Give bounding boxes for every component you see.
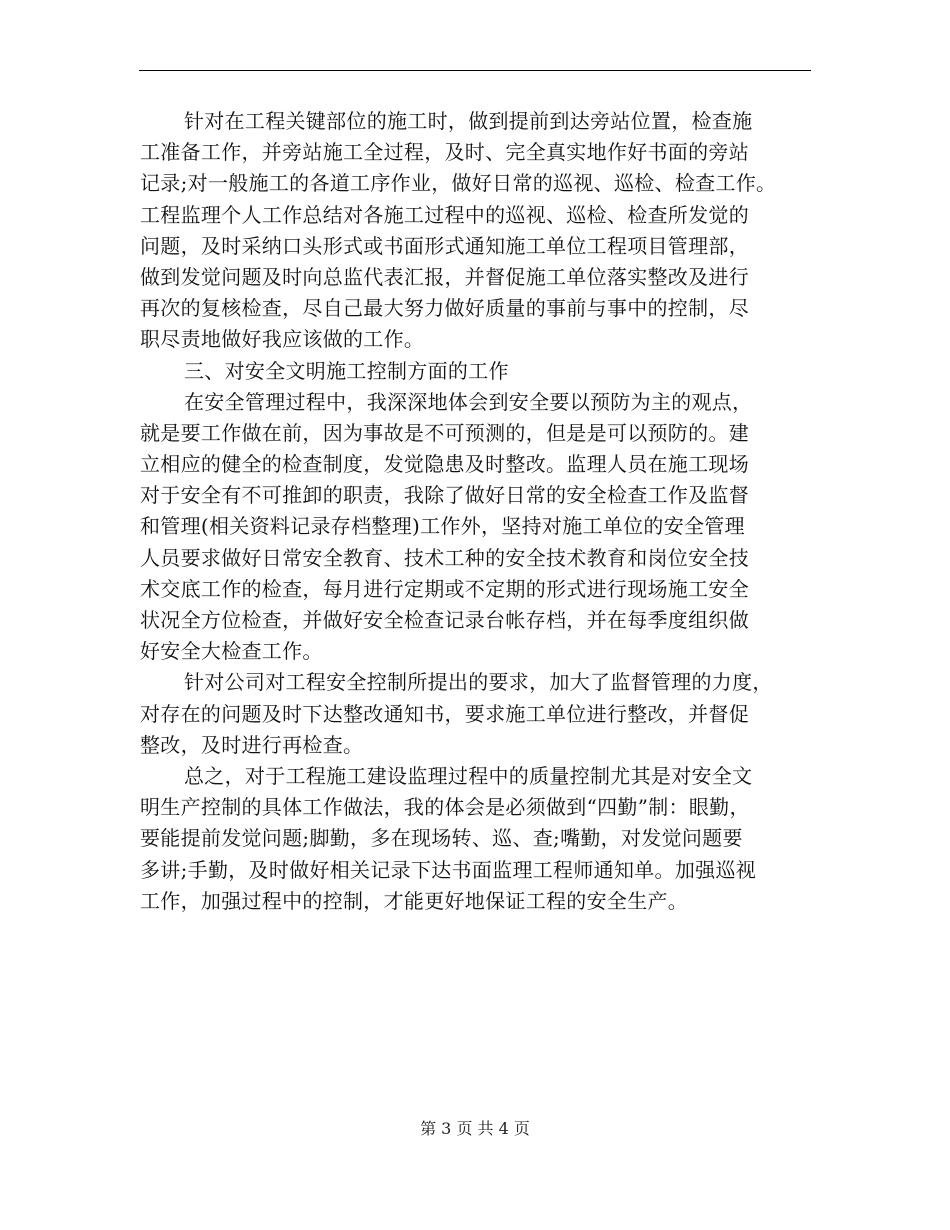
text-line: 三、对安全文明施工控制方面的工作 (184, 358, 509, 383)
text-line: 工程监理个人工作总结对各施工过程中的巡视、巡检、检查所发觉的 (140, 202, 749, 227)
header-rule (139, 70, 811, 71)
text-line: 明生产控制的具体工作做法，我的体会是必须做到“四勤”制：眼勤， (140, 795, 750, 820)
text-line: 术交底工作的检查，每月进行定期或不定期的形式进行现场施工安全 (140, 576, 749, 601)
document-body (140, 106, 820, 917)
text-line: 状况全方位检查，并做好安全检查记录台帐存档，并在每季度组织做 (140, 608, 749, 632)
page-number: 第 3 页 共 4 页 (420, 1119, 530, 1138)
text-line: 职尽责地做好我应该做的工作。 (140, 327, 425, 352)
text-line: 记录;对一般施工的各道工序作业，做好日常的巡视、巡检、检查工作。 (140, 171, 777, 196)
text-line: 好安全大检查工作。 (140, 639, 323, 664)
text-line: 立相应的健全的检查制度，发觉隐患及时整改。监理人员在施工现场 (140, 452, 749, 477)
text-line: 和管理(相关资料记录存档整理)工作外，坚持对施工单位的安全管理 (140, 514, 745, 539)
text-line: 多讲;手勤，及时做好相关记录下达书面监理工程师通知单。加强巡视 (140, 857, 757, 882)
text-line: 工作，加强过程中的控制，才能更好地保证工程的安全生产。 (140, 888, 689, 913)
text-line: 做到发觉问题及时向总监代表汇报，并督促施工单位落实整改及进行 (140, 264, 749, 289)
text-line: 针对公司对工程安全控制所提出的要求，加大了监督管理的力度， (184, 670, 773, 695)
text-line: 工准备工作，并旁站施工全过程，及时、完全真实地作好书面的旁站 (140, 140, 749, 165)
text-line: 问题，及时采纳口头形式或书面形式通知施工单位工程项目管理部， (140, 233, 749, 258)
text-line: 要能提前发觉问题;脚勤，多在现场转、巡、查;嘴勤，对发觉问题要 (140, 826, 743, 851)
text-line: 在安全管理过程中，我深深地体会到安全要以预防为主的观点， (184, 389, 753, 414)
text-line: 整改，及时进行再检查。 (140, 732, 364, 757)
text-line: 总之，对于工程施工建设监理过程中的质量控制尤其是对安全文 (184, 763, 753, 788)
text-line: 人员要求做好日常安全教育、技术工种的安全技术教育和岗位安全技 (140, 545, 749, 570)
text-line: 对存在的问题及时下达整改通知书，要求施工单位进行整改，并督促 (140, 701, 749, 726)
text-line: 针对在工程关键部位的施工时，做到提前到达旁站位置，检查施 (184, 109, 753, 133)
text-line: 再次的复核检查，尽自己最大努力做好质量的事前与事中的控制，尽 (140, 296, 749, 321)
text-line: 就是要工作做在前，因为事故是不可预测的，但是是可以预防的。建 (140, 420, 749, 445)
text-line: 对于安全有不可推卸的职责，我除了做好日常的安全检查工作及监督 (140, 483, 749, 508)
